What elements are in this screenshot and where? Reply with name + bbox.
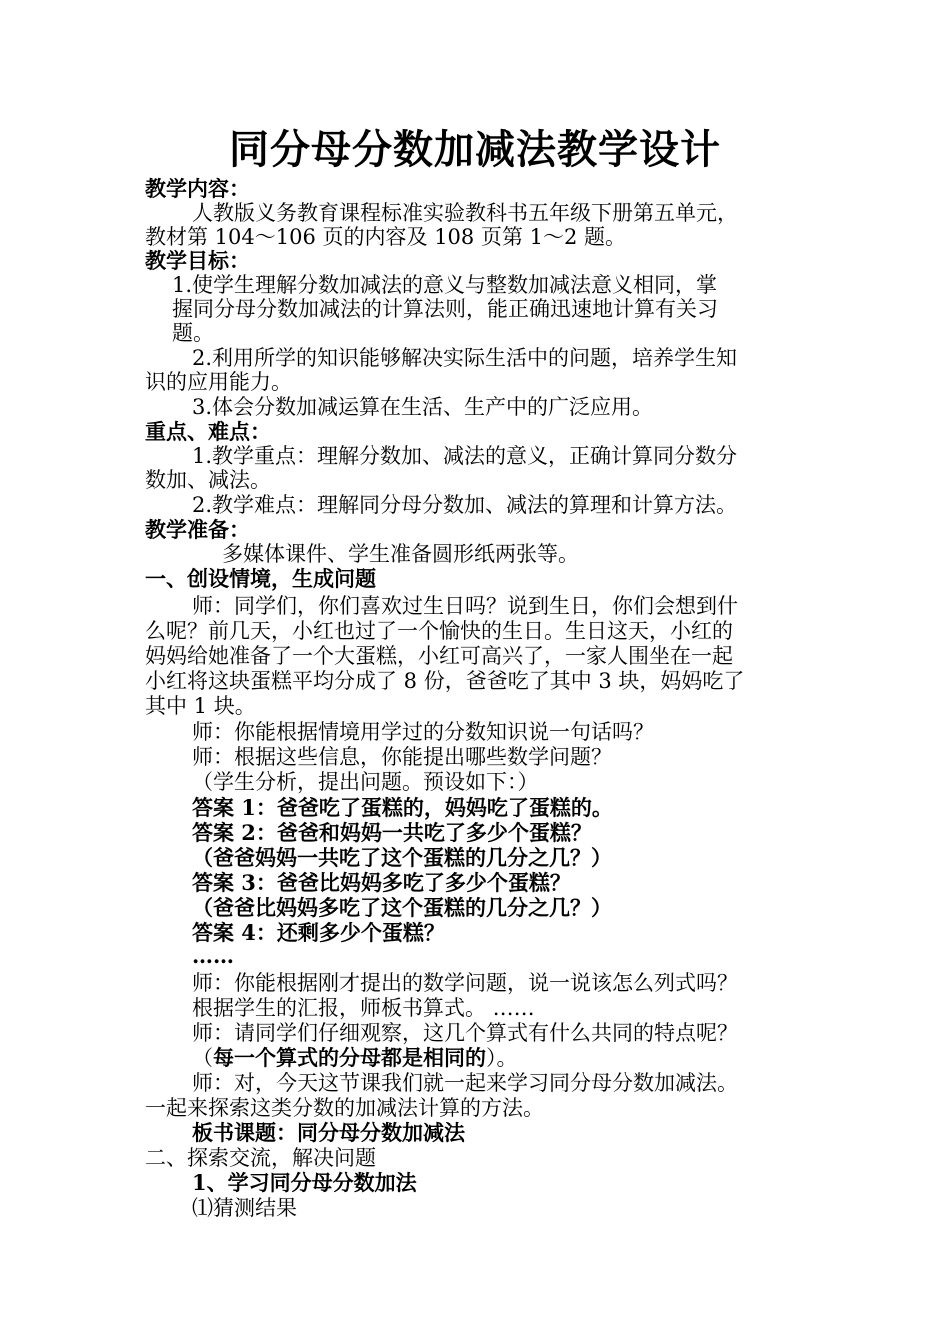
- paragraph-line: 小红将这块蛋糕平均分成了 8 份，爸爸吃了其中 3 块，妈妈吃了: [145, 669, 745, 693]
- paragraph-line: 题。: [172, 321, 214, 345]
- paragraph-line: 人教版义务教育课程标准实验教科书五年级下册第五单元，: [192, 201, 738, 225]
- paragraph-line: 师：对，今天这节课我们就一起来学习同分母分数加减法。: [192, 1071, 738, 1095]
- ellipsis-line: ……: [192, 943, 234, 968]
- paragraph-line: 师：你能根据刚才提出的数学问题，说一说该怎么列式吗？: [192, 971, 738, 995]
- paragraph-line: 1.教学重点：理解分数加、减法的意义，正确计算同分数分: [192, 444, 738, 468]
- paragraph-line: 多媒体课件、学生准备圆形纸两张等。: [222, 542, 579, 566]
- paragraph-line: 师：同学们，你们喜欢过生日吗？说到生日，你们会想到什: [192, 594, 738, 618]
- paren-close: ）。: [486, 1046, 518, 1070]
- section-heading-2: 二、探索交流，解决问题: [145, 1146, 376, 1170]
- paragraph-line: 根据学生的汇报，师板书算式。 ……: [192, 996, 535, 1020]
- paragraph-line: 3.体会分数加减运算在生活、生产中的广泛应用。: [192, 395, 654, 419]
- paragraph-line: 师：请同学们仔细观察，这几个算式有什么共同的特点呢？: [192, 1021, 738, 1045]
- answer-line: 答案 1：爸爸吃了蛋糕的，妈妈吃了蛋糕的。: [192, 795, 613, 820]
- paragraph-line: 识的应用能力。: [145, 370, 292, 394]
- paragraph-line: 数加、减法。: [145, 468, 271, 492]
- paragraph-line: 教材第 104～106 页的内容及 108 页第 1～2 题。: [145, 225, 627, 249]
- answer-line: 答案 3：爸爸比妈妈多吃了多少个蛋糕？: [192, 870, 571, 895]
- list-item: ⑴猜测结果: [192, 1196, 297, 1220]
- answer-line: 答案 4：还剩多少个蛋糕？: [192, 920, 445, 945]
- section-heading-content: 教学内容：: [145, 176, 250, 201]
- paragraph-line: （学生分析，提出问题。预设如下：）: [192, 770, 539, 794]
- paragraph-line: 一起来探索这类分数的加减法计算的方法。: [145, 1096, 544, 1120]
- emphasis-text: 每一个算式的分母都是相同的: [213, 1045, 486, 1070]
- subsection-heading: 1、学习同分母分数加法: [192, 1170, 417, 1195]
- answer-line: 答案 2：爸爸和妈妈一共吃了多少个蛋糕？: [192, 820, 592, 845]
- answer-line: （爸爸比妈妈多吃了这个蛋糕的几分之几？）: [192, 895, 612, 920]
- paragraph-line: 其中 1 块。: [145, 694, 256, 718]
- paren-open: （: [192, 1046, 213, 1070]
- paragraph-line: [192, 1046, 518, 1070]
- section-heading-goals: 教学目标：: [145, 248, 250, 273]
- paragraph-line: 握同分母分数加减法的计算法则，能正确迅速地计算有关习: [172, 297, 718, 321]
- section-heading-key-points: 重点、难点：: [145, 419, 271, 444]
- section-heading-preparation: 教学准备：: [145, 517, 250, 542]
- answer-line: （爸爸妈妈一共吃了这个蛋糕的几分之几？）: [192, 845, 612, 870]
- paragraph-line: 1.使学生理解分数加减法的意义与整数加减法意义相同，掌: [172, 273, 718, 297]
- paragraph-line: 2.利用所学的知识能够解决实际生活中的问题，培养学生知: [192, 346, 738, 370]
- page-title: 同分母分数加减法教学设计: [229, 126, 721, 173]
- paragraph-line: 妈妈给她准备了一个大蛋糕，小红可高兴了，一家人围坐在一起: [145, 644, 733, 668]
- paragraph-line: 么呢？前几天，小红也过了一个愉快的生日。生日这天，小红的: [145, 619, 733, 643]
- board-title: 板书课题：同分母分数加减法: [192, 1120, 465, 1145]
- paragraph-line: 2.教学难点：理解同分母分数加、减法的算理和计算方法。: [192, 493, 738, 517]
- paragraph-line: 师：你能根据情境用学过的分数知识说一句话吗？: [192, 720, 654, 744]
- section-heading-1: 一、创设情境，生成问题: [145, 566, 376, 591]
- paragraph-line: 师：根据这些信息，你能提出哪些数学问题？: [192, 745, 612, 769]
